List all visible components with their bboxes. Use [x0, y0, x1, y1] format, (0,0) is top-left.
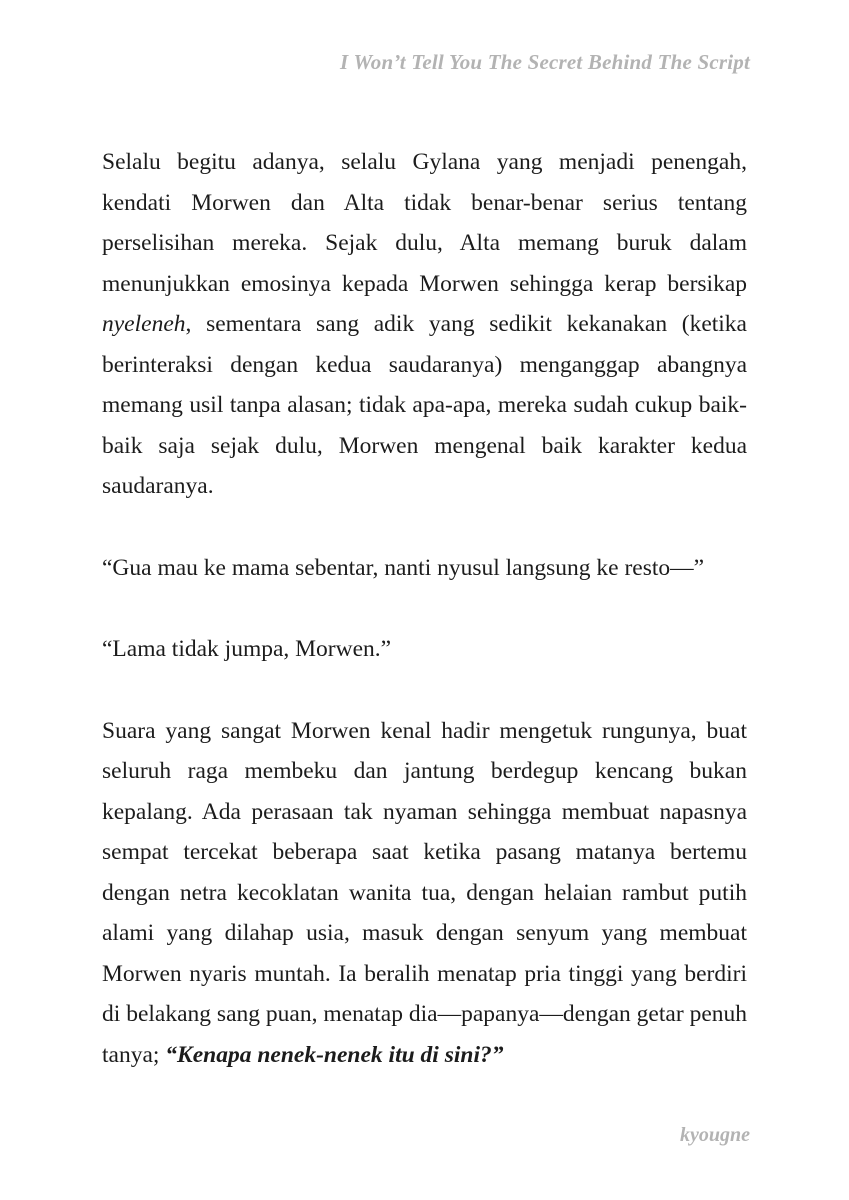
paragraph-1-text-b: , sementara sang adik yang sedikit kekanakan (ketika berinteraksi dengan kedua saudaranya) menganggap abangnya memang usil tanpa alasan; tidak apa-apa, mereka sudah cukup baik-baik saja sejak dulu, Morwen mengenal baik karakter kedua saudaranya.: [102, 311, 747, 499]
page-body: [102, 142, 747, 1116]
paragraph-4-emphasis: “Kenapa nenek-nenek itu di sini?”: [165, 1041, 504, 1068]
footer-author: kyougne: [680, 1124, 750, 1146]
paragraph-1: [102, 142, 747, 507]
paragraph-3-dialogue: “Lama tidak jumpa, Morwen.”: [102, 636, 392, 662]
paragraph-4-text: Suara yang sangat Morwen kenal hadir mengetuk rungunya, buat seluruh raga membeku dan jantung berdegup kencang bukan kepalang. Ada perasaan tak nyaman sehingga membuat napasnya sempat tercekat beberapa saat ketika pasang matanya bertemu dengan netra kecoklatan wanita tua, dengan helaian rambut putih alami yang dilahap usia, masuk dengan senyum yang membuat Morwen nyaris muntah. Ia beralih menatap pria tinggi yang berdiri di belakang sang puan, menatap dia—papanya—dengan getar penuh tanya;: [102, 717, 747, 1068]
paragraph-2-dialogue: “Gua mau ke mama sebentar, nanti nyusul langsung ke resto—”: [102, 554, 705, 581]
paragraph-1-italic-word: nyeleneh: [102, 311, 186, 337]
paragraph-1-text-a: Selalu begitu adanya, selalu Gylana yang menjadi penengah, kendati Morwen dan Alta tidak benar-benar serius tentang perselisihan mereka. Sejak dulu, Alta memang buruk dalam menunjukkan emosinya kepada Morwen sehingga kerap bersikap: [102, 149, 747, 297]
paragraph-4: [102, 711, 747, 1076]
running-header-title: I Won’t Tell You The Secret Behind The Script: [340, 50, 750, 74]
